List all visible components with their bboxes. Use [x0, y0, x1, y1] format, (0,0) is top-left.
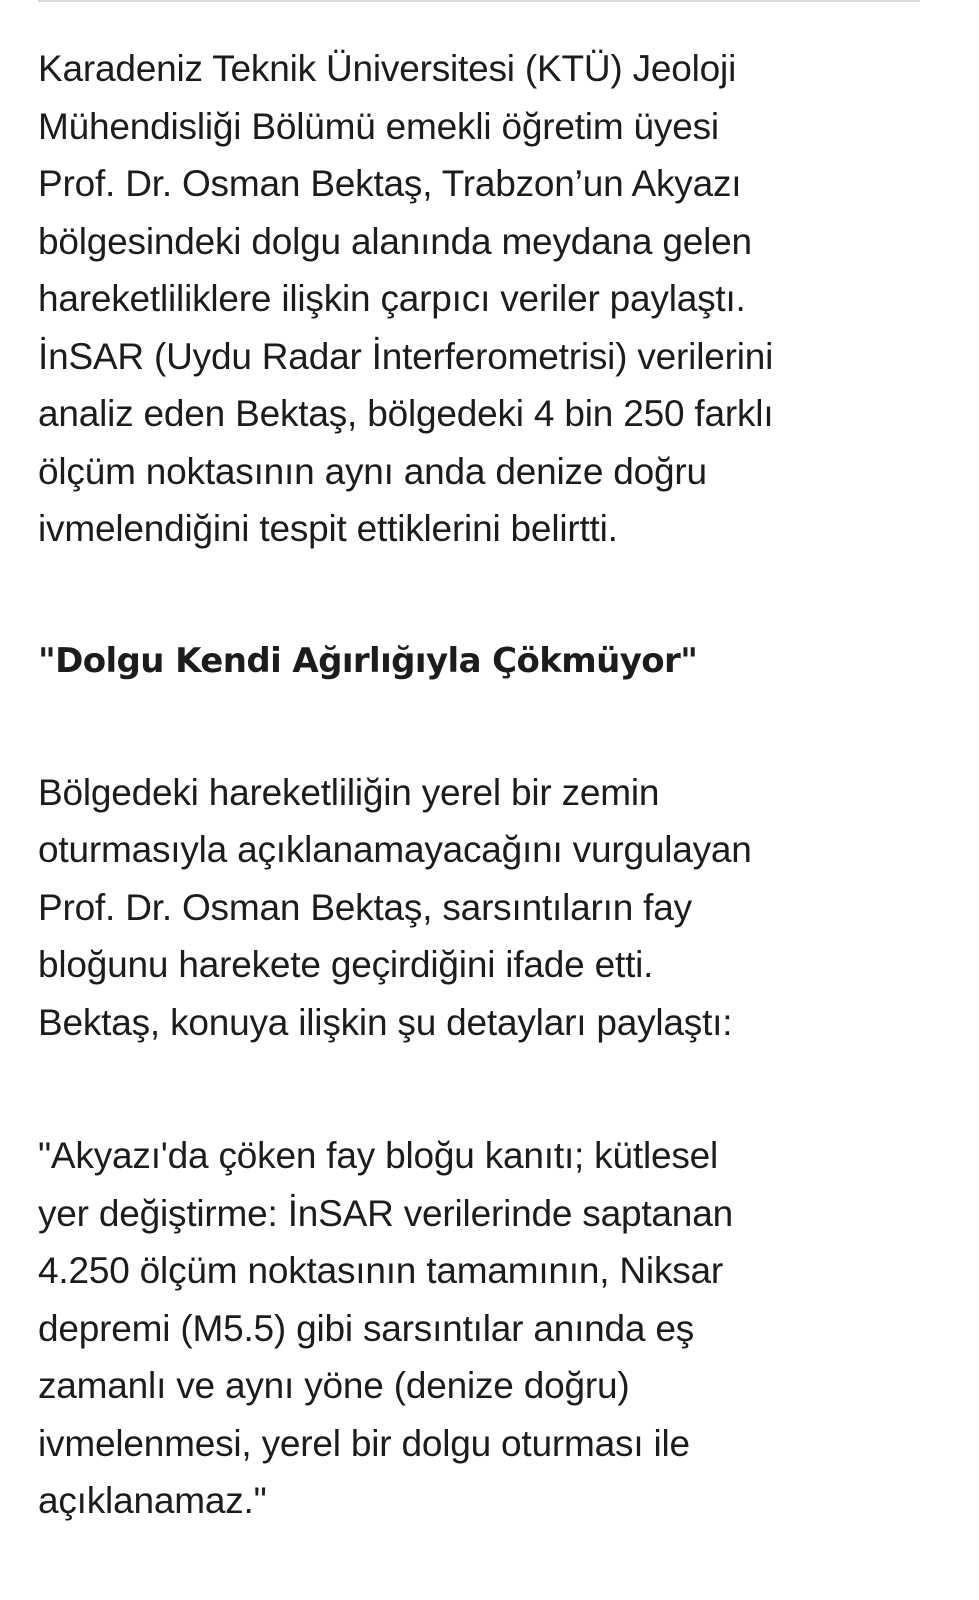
- text-line: 4.250 ölçüm noktasının tamamının, Niksar: [38, 1250, 724, 1291]
- text-line: Bölgedeki hareketliliğin yerel bir zemin: [38, 771, 660, 813]
- text-line: depremi (M5.5) gibi sarsıntılar anında eş: [38, 1307, 695, 1349]
- text-line: Mühendisliği Bölümü emekli öğretim üyesi: [38, 105, 719, 147]
- top-divider: [38, 0, 920, 2]
- text-line: ivmelenmesi, yerel bir dolgu oturması ile: [38, 1422, 690, 1464]
- text-line: zamanlı ve aynı yöne (denize doğru): [38, 1365, 630, 1406]
- text-line: ölçüm noktasının aynı anda denize doğru: [38, 450, 707, 492]
- paragraph-details: [38, 764, 938, 1052]
- paragraph-intro: [38, 40, 938, 558]
- quote-paragraph: [38, 1127, 938, 1530]
- section-heading: "Dolgu Kendi Ağırlığıyla Çökmüyor": [38, 640, 698, 681]
- text-line: bölgesindeki dolgu alanında meydana gelen: [38, 220, 752, 262]
- text-line: açıklanamaz.": [38, 1480, 267, 1521]
- text-line: Karadeniz Teknik Üniversitesi (KTÜ) Jeoloji: [38, 48, 737, 89]
- text-line: hareketliliklere ilişkin çarpıcı veriler paylaştı.: [38, 278, 746, 319]
- text-line: bloğunu harekete geçirdiğini ifade etti.: [38, 944, 654, 985]
- text-line: İnSAR (Uydu Radar İnterferometrisi) verilerini: [38, 335, 774, 377]
- text-line: ivmelendiğini tespit ettiklerini belirtti.: [38, 508, 618, 549]
- text-line: oturmasıyla açıklanamayacağını vurgulayan: [38, 829, 752, 870]
- article-body: [38, 40, 938, 1530]
- text-line: Prof. Dr. Osman Bektaş, Trabzon’un Akyazı: [38, 163, 742, 204]
- text-line: Prof. Dr. Osman Bektaş, sarsıntıların fay: [38, 886, 692, 928]
- text-line: Bektaş, konuya ilişkin şu detayları paylaştı:: [38, 1001, 733, 1043]
- text-line: "Akyazı'da çöken fay bloğu kanıtı; kütlesel: [38, 1135, 719, 1176]
- text-line: yer değiştirme: İnSAR verilerinde saptanan: [38, 1192, 733, 1234]
- text-line: analiz eden Bektaş, bölgedeki 4 bin 250 farklı: [38, 393, 774, 434]
